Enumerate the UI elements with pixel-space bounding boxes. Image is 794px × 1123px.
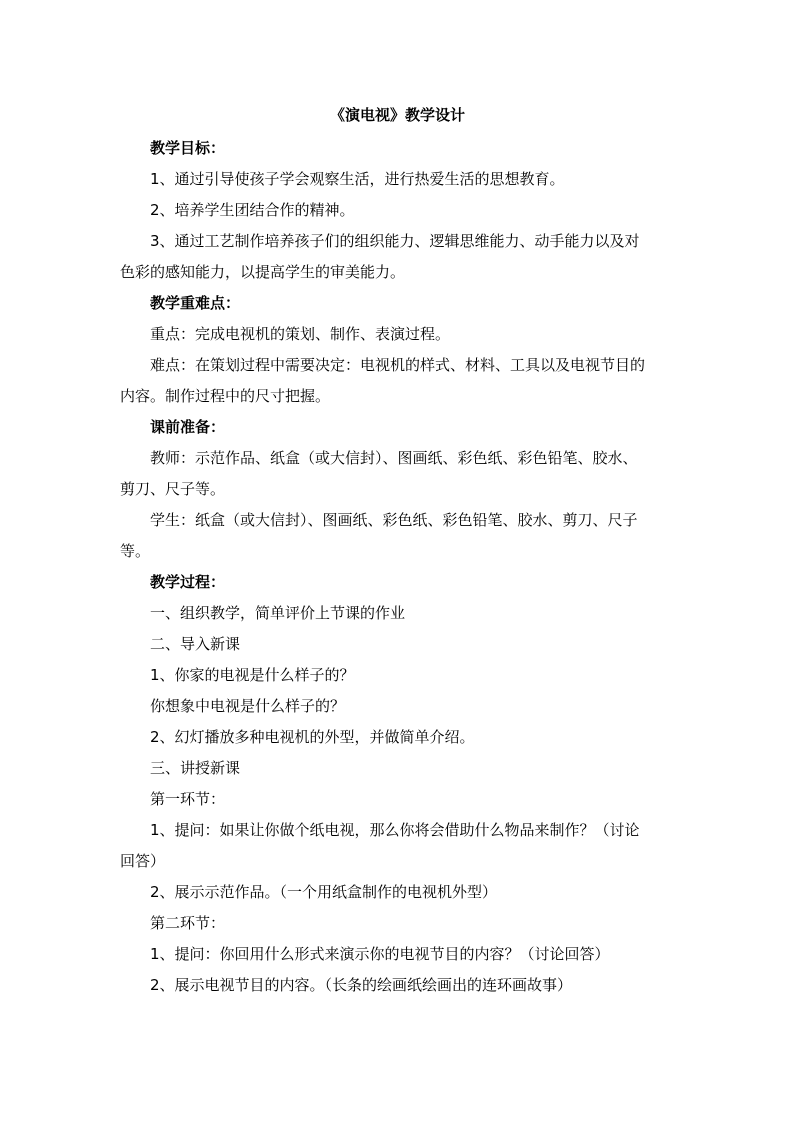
text-line: 2、展示电视节目的内容。（长条的绘画纸绘画出的连环画故事） [150,976,573,994]
document-lines [120,133,675,1001]
text-line: 1、通过引导使孩子学会观察生活，进行热爱生活的思想教育。 [150,170,565,188]
document-body [120,103,675,1001]
text-line: 一、组织教学，简单评价上节课的作业 [150,604,406,622]
section-heading: 教学过程： [150,573,226,591]
text-line: 剪刀、尺子等。 [120,480,226,498]
text-line: 重点：完成电视机的策划、制作、表演过程。 [150,325,451,343]
text-line: 2、幻灯播放多种电视机的外型，并做简单介绍。 [150,728,475,746]
text-line: 1、提问：如果让你做个纸电视，那么你将会借助什么物品来制作？（讨论 [150,821,640,839]
text-line: 等。 [120,542,151,560]
text-line: 内容。制作过程中的尺寸把握。 [120,387,331,405]
section-heading: 教学重难点： [150,294,241,312]
text-line: 3、通过工艺制作培养孩子们的组织能力、逻辑思维能力、动手能力以及对 [150,232,640,250]
text-line: 教师：示范作品、纸盒（或大信封）、图画纸、彩色纸、彩色铅笔、胶水、 [150,449,638,467]
text-line: 你想象中电视是什么样子的？ [150,697,346,715]
text-line: 2、展示示范作品。（一个用纸盒制作的电视机外型） [150,883,498,901]
section-heading: 教学目标： [150,139,226,157]
text-line: 第二环节： [150,914,226,932]
section-heading: 课前准备： [150,418,226,436]
text-line: 2、培养学生团结合作的精神。 [150,201,355,219]
text-line: 二、导入新课 [150,635,241,653]
text-line: 第一环节： [150,790,226,808]
text-line: 回答） [120,852,166,870]
document-title: 《演电视》教学设计 [329,106,465,124]
text-line: 色彩的感知能力，以提高学生的审美能力。 [120,263,406,281]
text-line: 1、你家的电视是什么样子的？ [150,666,355,684]
text-line: 三、讲授新课 [150,759,241,777]
text-line: 难点：在策划过程中需要决定：电视机的样式、材料、工具以及电视节目的 [150,356,646,374]
text-line: 学生：纸盒（或大信封）、图画纸、彩色纸、彩色铅笔、胶水、剪刀、尺子 [150,511,638,529]
text-line: 1、提问：你回用什么形式来演示你的电视节目的内容？（讨论回答） [150,945,610,963]
